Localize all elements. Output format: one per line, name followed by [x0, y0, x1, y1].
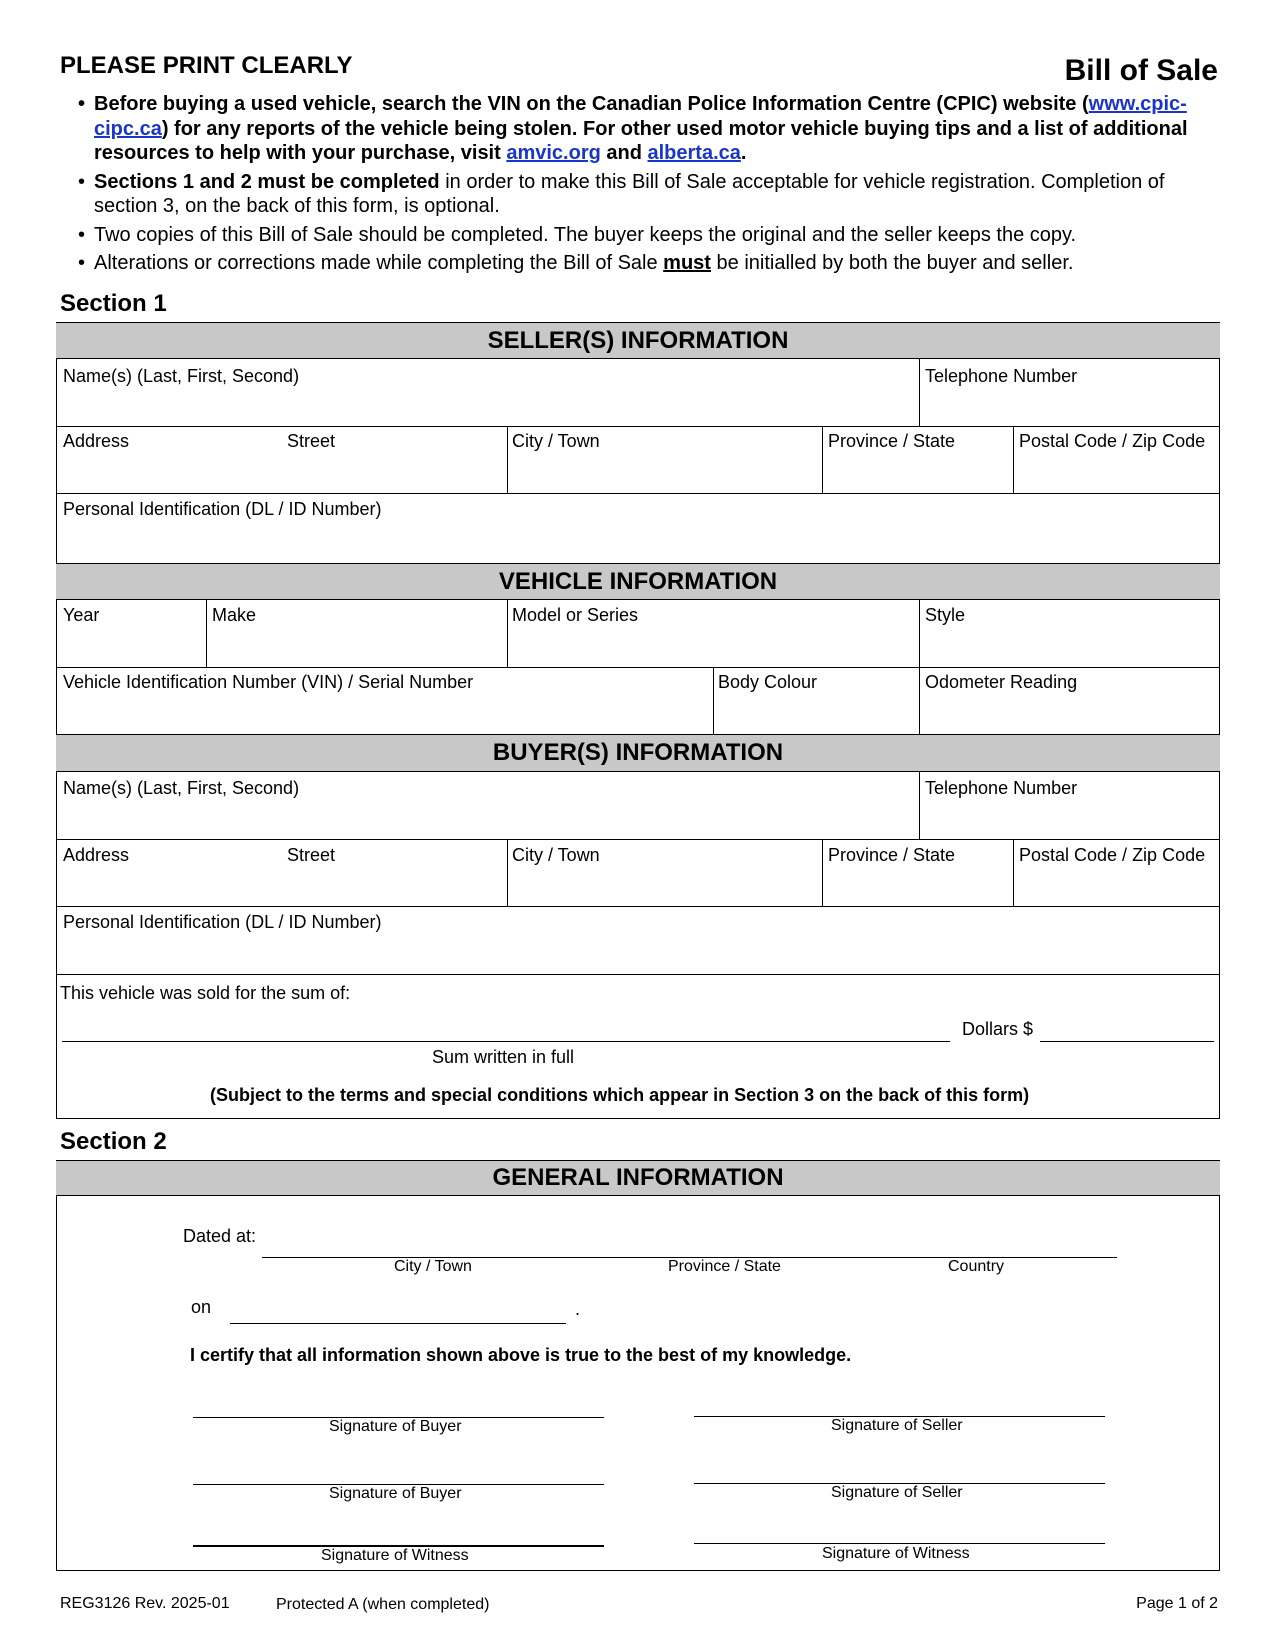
divider [56, 839, 1220, 840]
buyer-province-label: Province / State [828, 845, 956, 865]
seller-postal-label: Postal Code / Zip Code [1019, 431, 1206, 451]
divider [919, 772, 920, 839]
witness-signature-line-2[interactable] [694, 1543, 1105, 1544]
divider [822, 839, 823, 906]
instruction-must: must [663, 252, 711, 274]
document-title: Bill of Sale [1064, 54, 1218, 87]
section-2-label: Section 2 [60, 1128, 167, 1155]
vehicle-year-label: Year [63, 605, 100, 625]
dated-city-caption: City / Town [394, 1258, 472, 1275]
divider [507, 600, 508, 667]
divider [507, 426, 508, 493]
buyer-signature-caption-2: Signature of Buyer [329, 1485, 462, 1502]
seller-names-label: Name(s) (Last, First, Second) [63, 366, 300, 386]
instruction-copies [78, 223, 1218, 248]
dated-province-caption: Province / State [668, 1258, 781, 1275]
seller-signature-caption-2: Signature of Seller [831, 1484, 963, 1501]
cpic-link[interactable]: www.cpic-cipc.ca [94, 93, 1187, 140]
divider [56, 426, 1220, 427]
sold-for-label: This vehicle was sold for the sum of: [60, 983, 351, 1003]
buyer-city-label: City / Town [512, 845, 600, 865]
divider [56, 493, 1220, 494]
seller-telephone-label: Telephone Number [925, 366, 1078, 386]
vehicle-info-heading: VEHICLE INFORMATION [56, 563, 1220, 600]
divider [713, 667, 714, 734]
seller-province-label: Province / State [828, 431, 956, 451]
section-1-label: Section 1 [60, 290, 167, 317]
divider [919, 667, 920, 734]
divider [822, 426, 823, 493]
seller-address-label: Address [63, 431, 130, 451]
sum-written-caption: Sum written in full [432, 1047, 575, 1067]
date-line[interactable] [230, 1323, 566, 1324]
buyer-address-label: Address [63, 845, 130, 865]
instructions-list [78, 92, 1218, 280]
sum-written-line[interactable] [62, 1041, 950, 1042]
dollars-label: Dollars $ [962, 1019, 1034, 1039]
instruction-text: and [600, 142, 648, 164]
seller-info-heading: SELLER(S) INFORMATION [56, 322, 1220, 359]
on-label: on [191, 1297, 212, 1317]
date-period: . [575, 1299, 581, 1319]
seller-street-label: Street [287, 431, 336, 451]
buyer-personal-id-label: Personal Identification (DL / ID Number) [63, 912, 382, 932]
page-number: Page 1 of 2 [1136, 1595, 1218, 1612]
seller-signature-caption-1: Signature of Seller [831, 1417, 963, 1434]
divider [206, 600, 207, 667]
witness-signature-caption-2: Signature of Witness [822, 1545, 970, 1562]
alberta-link[interactable]: alberta.ca [647, 142, 741, 164]
instruction-cpic [78, 92, 1218, 166]
instruction-text: Two copies of this Bill of Sale should be completed. The buyer keeps the original and the seller keeps the copy. [94, 223, 1077, 246]
divider [919, 600, 920, 667]
buyer-signature-caption-1: Signature of Buyer [329, 1418, 462, 1435]
divider [1013, 426, 1014, 493]
divider [56, 974, 1220, 975]
buyer-postal-label: Postal Code / Zip Code [1019, 845, 1206, 865]
divider [919, 359, 920, 426]
protected-notice: Protected A (when completed) [276, 1596, 490, 1613]
instruction-bold: Sections 1 and 2 must be completed [94, 170, 440, 193]
vehicle-style-label: Style [925, 605, 966, 625]
general-info-heading: GENERAL INFORMATION [56, 1160, 1220, 1196]
terms-note: (Subject to the terms and special conditions which appear in Section 3 on the back of this form) [210, 1085, 1030, 1105]
vehicle-model-label: Model or Series [512, 605, 639, 625]
divider [1013, 839, 1014, 906]
instruction-text: ) for any reports of the vehicle being stolen. For other used motor vehicle buying tips and a list of additional resources to help with your purchase, visit [94, 117, 1188, 164]
witness-signature-caption-1: Signature of Witness [321, 1547, 469, 1564]
seller-city-label: City / Town [512, 431, 600, 451]
dated-at-label: Dated at: [183, 1226, 257, 1246]
buyer-street-label: Street [287, 845, 336, 865]
instruction-alterations [78, 251, 1218, 276]
dollars-amount-line[interactable] [1040, 1041, 1214, 1042]
form-id: REG3126 Rev. 2025-01 [60, 1595, 230, 1612]
instruction-text: Alterations or corrections made while completing the Bill of Sale [94, 252, 664, 274]
dated-country-caption: Country [948, 1258, 1005, 1275]
buyer-names-label: Name(s) (Last, First, Second) [63, 778, 300, 798]
instruction-sections-required [78, 170, 1218, 219]
divider [56, 906, 1220, 907]
vehicle-vin-label: Vehicle Identification Number (VIN) / Serial Number [63, 672, 474, 692]
instruction-text: in order to make this Bill of Sale acceptable for vehicle registration. Completion of section 3, on the back of this form, is optional. [94, 170, 1165, 217]
seller-personal-id-label: Personal Identification (DL / ID Number) [63, 499, 382, 519]
certify-statement: I certify that all information shown above is true to the best of my knowledge. [190, 1345, 852, 1365]
instruction-text: . [740, 142, 747, 164]
print-clearly-heading: PLEASE PRINT CLEARLY [60, 52, 353, 79]
vehicle-odometer-label: Odometer Reading [925, 672, 1078, 692]
instruction-text: be initialled by both the buyer and seller. [710, 252, 1074, 274]
vehicle-body-colour-label: Body Colour [718, 672, 818, 692]
buyer-info-heading: BUYER(S) INFORMATION [56, 734, 1220, 772]
vehicle-make-label: Make [212, 605, 257, 625]
buyer-telephone-label: Telephone Number [925, 778, 1078, 798]
divider [507, 839, 508, 906]
amvic-link[interactable]: amvic.org [506, 142, 601, 164]
divider [56, 667, 1220, 668]
instruction-text: Before buying a used vehicle, search the VIN on the Canadian Police Information Centre (CPIC) website ( [94, 93, 1089, 115]
